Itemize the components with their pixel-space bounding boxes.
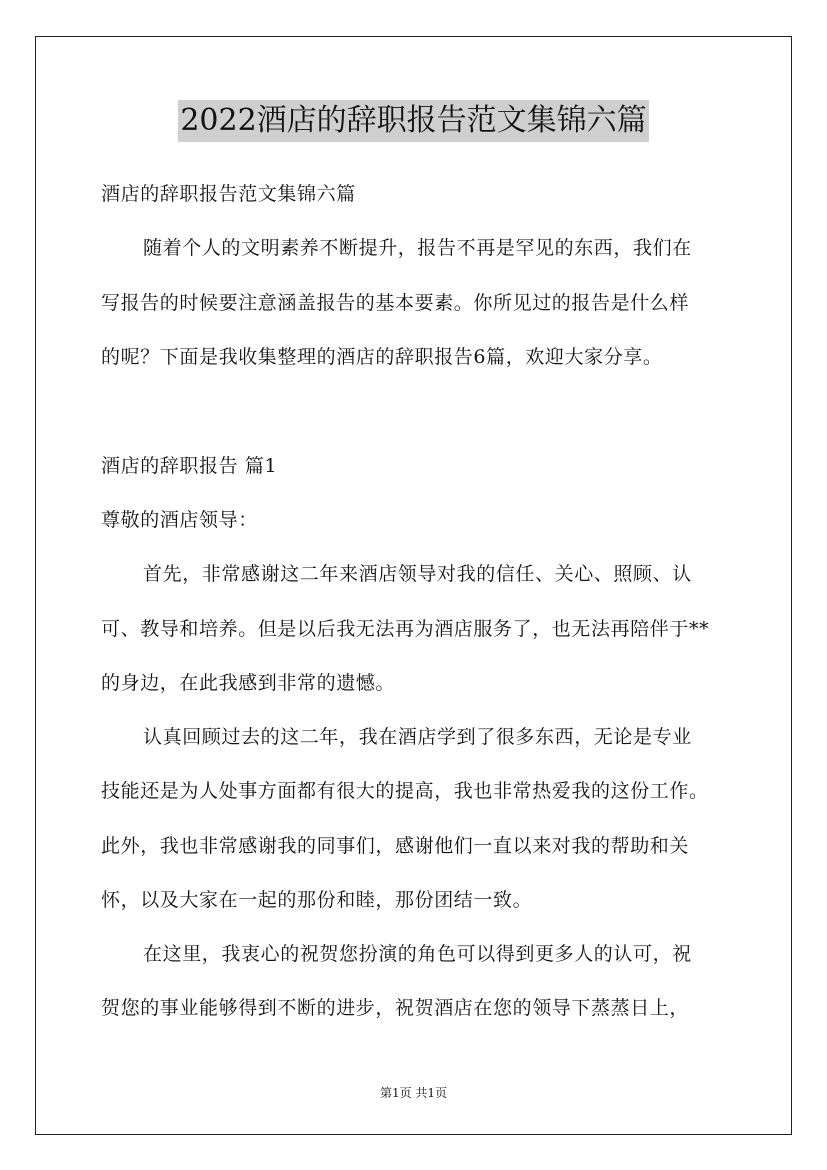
body-line-4: 认真回顾过去的这二年，我在酒店学到了很多东西，无论是专业 [143, 726, 692, 748]
body-line-5: 技能还是为人处事方面都有很大的提高，我也非常热爱我的这份工作。 [101, 780, 709, 802]
intro-line-1: 随着个人的文明素养不断提升，报告不再是罕见的东西，我们在 [143, 237, 692, 259]
document-title: 2022酒店的辞职报告范文集锦六篇 [178, 100, 648, 142]
salutation: 尊敬的酒店领导： [101, 509, 258, 531]
body-line-3: 的身边，在此我感到非常的遗憾。 [101, 672, 396, 694]
document-title-container [0, 100, 827, 142]
intro-line-2: 写报告的时候要注意涵盖报告的基本要素。你所见过的报告是什么样 [101, 292, 690, 314]
body-line-8: 在这里，我衷心的祝贺您扮演的角色可以得到更多人的认可，祝 [143, 943, 692, 965]
body-line-7: 怀，以及大家在一起的那份和睦，那份团结一致。 [101, 889, 533, 911]
intro-line-3: 的呢？下面是我收集整理的酒店的辞职报告6篇，欢迎大家分享。 [101, 346, 663, 368]
body-line-2: 可、教导和培养。但是以后我无法再为酒店服务了，也无法再陪伴于** [101, 618, 710, 640]
section-heading: 酒店的辞职报告 篇1 [101, 455, 278, 477]
body-line-6: 此外，我也非常感谢我的同事们，感谢他们一直以来对我的帮助和关 [101, 835, 690, 857]
page-footer: 第1页 共1页 [379, 1086, 448, 1100]
body-line-9: 贺您的事业能够得到不断的进步，祝贺酒店在您的领导下蒸蒸日上， [101, 997, 690, 1019]
document-subtitle: 酒店的辞职报告范文集锦六篇 [101, 183, 356, 205]
body-line-1: 首先，非常感谢这二年来酒店领导对我的信任、关心、照顾、认 [143, 563, 692, 585]
